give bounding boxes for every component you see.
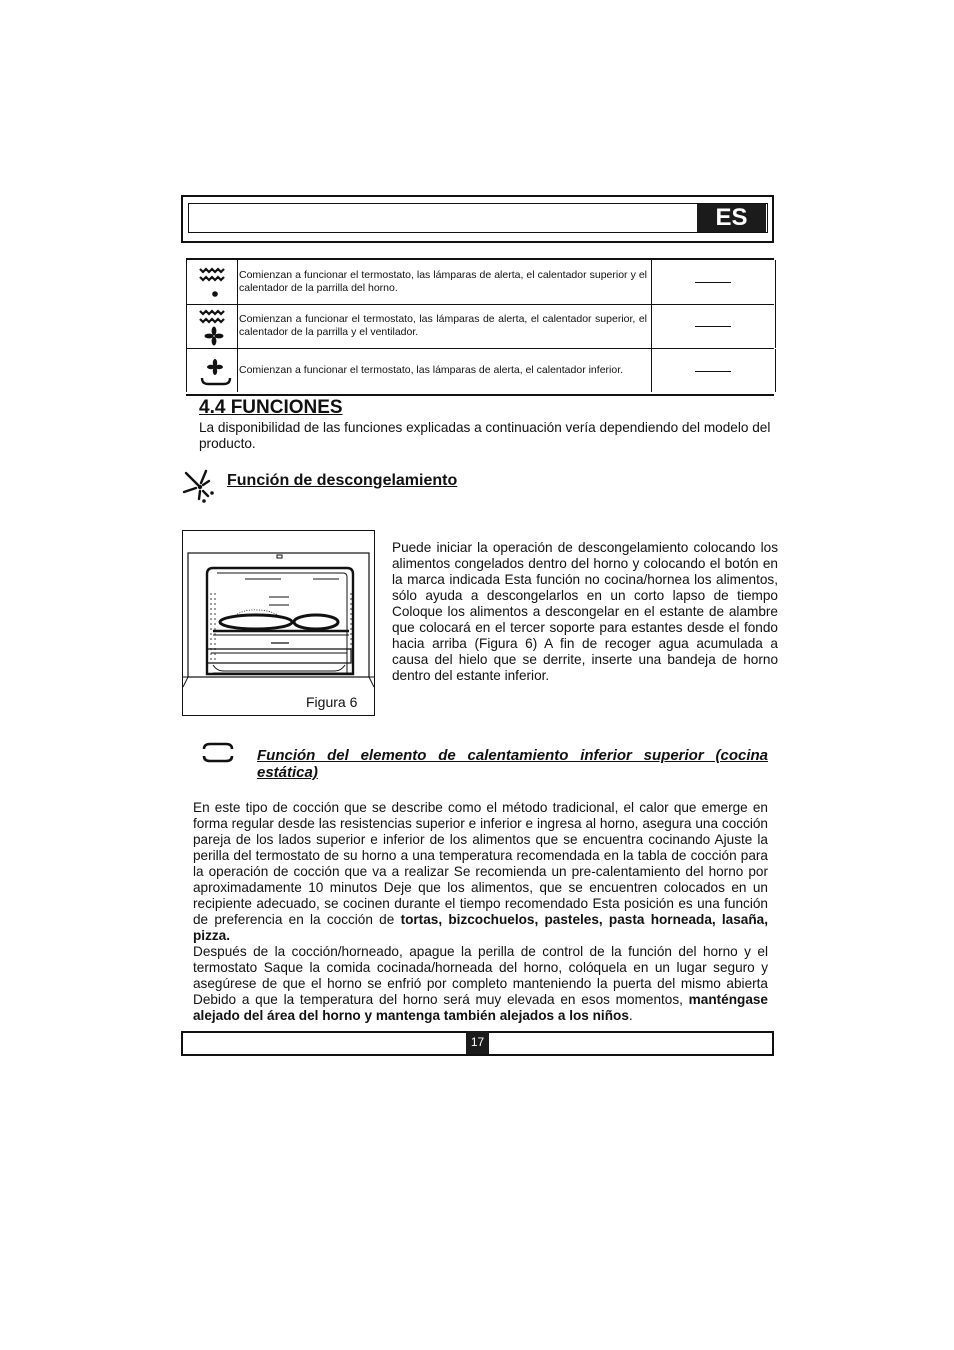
static-text-bold: tortas, bizcochuelos, pasteles, pasta horneada, lasaña, pizza. — [193, 912, 769, 943]
top-bottom-heater-icon — [202, 741, 234, 770]
oven-figure — [182, 530, 375, 716]
static-text-part: Después de la cocción/horneado, apague la perilla de control de la función del horno y el termostato Saque la comida cocinada/horneada del horno, colóquela en un lugar seguro y asegúrese de que el horno se enfrió por completo manteniendo la puerta del mismo abierta Debido a que la temperatura del horno será muy elevada en esos momentos, — [193, 944, 768, 1007]
table-row-text: Comienzan a funcionar el termostato, las lámparas de alerta, el calentador superior y el calentador de la parrilla del horno. — [239, 269, 647, 294]
header-bar — [188, 203, 768, 233]
static-text-part: En este tipo de cocción que se describe como el método tradicional, el calor que emerge en forma regular desde las resistencias superior e inferior e ingresa al horno, asegura una cocción pareja de los lados superior e inferior de los alimentos que se encuentra cocinando Ajuste la perilla del termostato de su horno a una temperatura recomendada en la tabla de cocción para la operación de cocción que va a realizar Se recomienda un pre-calentamiento del horno por aproximadamente 10 minutos Deje que los alimentos, que se encuentren colocados en un recipiente adecuado, se cocinen durante el tiempo recomendado Esta posición es una función de preferencia en la cocción de — [193, 800, 768, 927]
static-text-end: . — [628, 1008, 633, 1023]
table-row — [186, 349, 774, 392]
defrost-snowflake-icon — [182, 469, 218, 510]
table-row — [186, 260, 774, 305]
section-title: 4.4 FUNCIONES — [199, 397, 343, 418]
table-row-text: Comienzan a funcionar el termostato, las lámparas de alerta, el calentador inferior. — [239, 364, 624, 376]
table-row-text: Comienzan a funcionar el termostato, las lámparas de alerta, el calentador superior, el calentador de la parrilla y el ventilador. — [239, 313, 647, 338]
static-text-warning: manténgase alejado del área del horno y mantenga también alejados a los niños — [193, 992, 768, 1023]
section-intro: La disponibilidad de las funciones explicadas a continuación vería dependiendo del modelo del producto. — [199, 420, 771, 451]
static-cooking-description — [193, 800, 768, 1024]
top-grill-fan-icon — [186, 304, 238, 348]
static-cooking-title: Función del elemento de calentamiento inferior superior (cocina estática) — [257, 747, 768, 781]
language-badge: ES — [697, 204, 766, 232]
defrost-description: Puede iniciar la operación de descongelamiento colocando los alimentos congelados dentro del horno y colocando el botón en la marca indicada Esta función no cocina/hornea los alimentos, sólo ayuda a descongelarlos en un corto lapso de tiempo Coloque los alimentos a descongelar en el estante de alambre que colocará en el tercer soporte para estantes desde el fondo hacia arriba (Figura 6) A fin de recoger agua acumulada a causa del hielo que se derrite, inserte una bandeja de horno dentro del estante inferior. — [392, 540, 778, 683]
figure-caption: Figura 6 — [306, 694, 358, 710]
defrost-title: Función de descongelamiento — [227, 472, 458, 489]
page-number: 17 — [466, 1031, 489, 1054]
function-table — [186, 258, 774, 396]
table-row-value — [651, 349, 776, 392]
table-row-value — [651, 260, 776, 304]
table-row — [186, 304, 774, 349]
top-grill-bottom-dot-icon — [186, 260, 238, 304]
table-row-value — [651, 304, 776, 348]
fan-bottom-heater-icon — [186, 349, 238, 392]
